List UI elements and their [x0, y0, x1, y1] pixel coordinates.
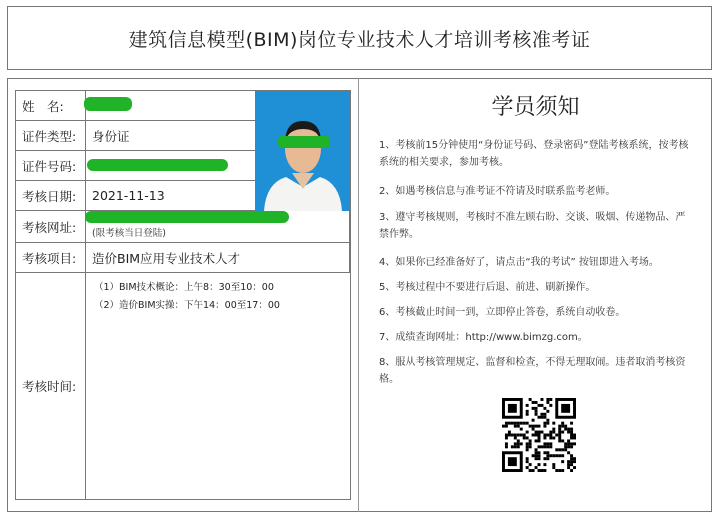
note-item: 7、成绩查询网址：http://www.bimzg.com。	[379, 332, 588, 343]
exam-time-value	[86, 273, 350, 499]
exam-url-note: (限考核当日登陆)	[92, 228, 166, 239]
page-title: 建筑信息模型(BIM)岗位专业技术人才培训考核准考证	[128, 28, 591, 51]
id-type-label: 证件类型:	[16, 121, 86, 151]
candidate-photo	[256, 91, 350, 211]
exam-time-label: 考核时间:	[16, 273, 86, 499]
note-item: 8、服从考核管理规定、监督和检查，不得无理取闹。违者取消考核资格。	[379, 357, 686, 385]
exam-url-redaction	[85, 211, 289, 223]
session-2: （2）造价BIM实操：下午14：00至17：00	[94, 300, 280, 311]
id-type-value: 身份证	[86, 121, 256, 151]
name-redaction	[84, 97, 132, 111]
exam-date-label: 考核日期:	[16, 181, 86, 211]
note-item: 1、考核前15分钟使用“身份证号码、登录密码”登陆考核系统，按考核系统的相关要求，参加考核。	[379, 140, 689, 168]
id-number-redaction	[87, 159, 228, 171]
exam-project-value: 造价BIM应用专业技术人才	[86, 243, 350, 273]
note-item: 5、考核过程中不要进行后退、前进、刷新操作。	[379, 282, 596, 293]
title-box	[7, 6, 712, 70]
note-item: 4、如果你已经准备好了，请点击“我的考试” 按钮即进入考场。	[379, 257, 659, 268]
id-number-label: 证件号码:	[16, 151, 86, 181]
note-item: 6、考核截止时间一到，立即停止答卷，系统自动收卷。	[379, 307, 626, 318]
session-1: （1）BIM技术概论：上午8：30至10：00	[94, 282, 274, 293]
exam-url-label: 考核网址:	[16, 211, 86, 243]
note-item: 2、如遇考核信息与准考证不符请及时联系监考老师。	[379, 186, 616, 197]
notes-title: 学员须知	[491, 95, 580, 120]
exam-project-label: 考核项目:	[16, 243, 86, 273]
qr-code	[502, 398, 576, 472]
column-divider	[358, 78, 359, 512]
note-item: 3、遵守考核规则，考核时不准左顾右盼、交谈、吸烟、传递物品、严禁作弊。	[379, 212, 686, 240]
exam-date-value: 2021-11-13	[86, 181, 256, 211]
name-label: 姓 名:	[16, 91, 86, 121]
